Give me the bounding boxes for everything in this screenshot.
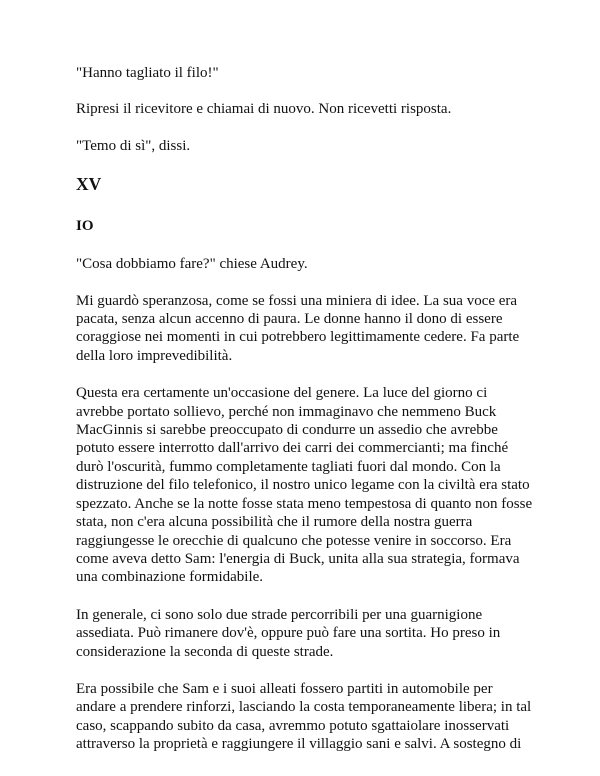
dialogue-line: "Temo di sì", dissi. xyxy=(76,137,191,154)
chapter-title: IO xyxy=(76,218,94,235)
body-paragraph: Questa era certamente un'occasione del genere. La luce del giorno ci avrebbe portato sollievo, perché non immaginavo che nemmeno Buck MacGinnis si sarebbe preoccupato di condurre un assedio che avrebbe potuto essere interrotto dall'arrivo dei carri dei commercianti; ma finché durò l'oscurità, fummo completamente tagliati fuori dal mondo. Con la distruzione del filo telefonico, il nostro unico legame con la civiltà era stato spezzato. Anche se la notte fosse stata meno tempestosa di quanto non fosse stata, non c'era alcuna possibilità che il rumore della nostra guerra raggiungesse le orecchie di qualcuno che potesse venire in soccorso. Era come aveva detto Sam: l'energia di Buck, unita alla sua strategia, formava una combinazione formidabile. xyxy=(76,385,533,586)
dialogue-line: "Cosa dobbiamo fare?" chiese Audrey. xyxy=(76,256,308,273)
document-page xyxy=(76,64,536,773)
chapter-number: XV xyxy=(76,174,102,195)
dialogue-line: "Hanno tagliato il filo!" xyxy=(76,65,219,81)
narration-line: Ripresi il ricevitore e chiamai di nuovo. Non ricevetti risposta. xyxy=(76,101,452,118)
body-paragraph: In generale, ci sono solo due strade percorribili per una guarnigione assediata. Può rimanere dov'è, oppure può fare una sortita. Ho preso in considerazione la seconda di queste strade. xyxy=(76,606,501,660)
body-paragraph: Era possibile che Sam e i suoi alleati fossero partiti in automobile per andare a prendere rinforzi, lasciando la costa temporaneamente libera; in tal caso, scappando subito da casa, avremmo potuto sgattaiolare inosservati attraverso la proprietà e raggiungere il villaggio sani e salvi. A sostegno di xyxy=(76,680,532,753)
body-paragraph: Mi guardò speranzosa, come se fossi una miniera di idee. La sua voce era pacata, senza alcun accenno di paura. Le donne hanno il dono di essere coraggiose nei momenti in cui potrebbero legittimamente cedere. Fa parte della loro imprevedibilità. xyxy=(76,292,520,364)
